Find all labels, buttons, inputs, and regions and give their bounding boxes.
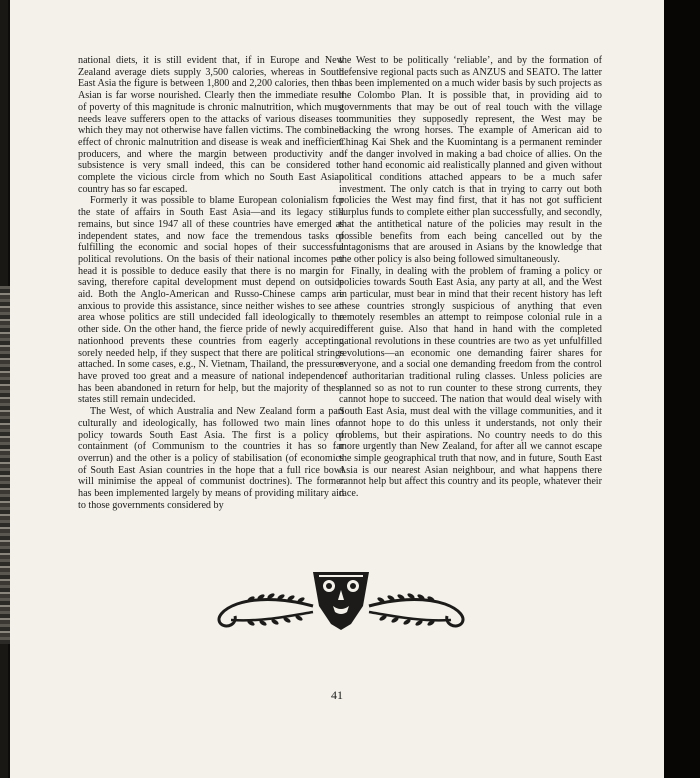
left-column — [78, 55, 344, 511]
paragraph: Finally, in dealing with the problem of framing a policy or policies towards South East Asia, any party at all, and the West in particular, must bear in mind that their recent history has left these countries strongly suspicious of anything that even remotely resembles an attempt to reimpose colonial rule in a different guise. Also that hand in hand with the completed national revolutions in these countries are two as yet unfulfilled revolutions—an economic one demanding fairer shares for everyone, and a social one demanding freedom from the control of authoritarian traditional ruling classes. Unless policies are planned so as not to run counter to these strong currents, they cannot hope to succeed. The nation that would deal wisely with South East Asia, must deal with the village communities, and it cannot hope to do this unless it understands, not only their problems, but their aspirations. No country needs to do this more urgently than New Zealand, for after all we cannot escape the simple geographical truth that now, and in future, South East Asia is our nearest Asian neighbour, and what happens there cannot help but affect this country and its people, whatever their race. — [339, 265, 602, 500]
paragraph: Formerly it was possible to blame European colonialism for the state of affairs in South East Asia—and its legacy still remains, but since 1947 all of these countries have emerged as independent states, and now face the tremendous tasks of fulfilling the economic and social hopes of their successful political revolutions. On the basis of their national incomes per head it is possible to deduce easily that there is no margin for saving, therefore capital development must depend on outside aid. Both the Anglo-American and Russo-Chinese camps are anxious to provide this assistance, since neither wishes to see an area whose politics are still undecided fall ideologically to the other side. On the other hand, the fierce pride of newly acquired nationhood prevents these countries from eagerly accepting sorely needed help, if they suspect that there are political strings attached. In some cases, e.g., N. Vietnam, Thailand, the pressures have proved too great and a measure of national independence has been abandoned in return for help, but the majority of these states still remain undecided. — [78, 195, 344, 406]
paragraph: the West to be politically ‘reliable’, and by the formation of defensive regional pacts such as ANZUS and SEATO. The latter has been implemented on a much wider basis by such projects as the Colombo Plan. It is possible that, in providing aid to governments that may be out of real touch with the village communities they supposedly represent, the West may be backing the wrong horses. The example of American aid to Chinag Kai Shek and the Kuomintang is a permanent reminder of the danger involved in making a bad choice of allies. On the other hand economic aid realistically planned and given without political conditions attached appears to be a much safer investment. The only catch is that in trying to carry out both policies the West may find first, that it has not got sufficient surplus funds to complete either plan successfully, and secondly, that the antithetical nature of the policies may result in the possible benefits from each being cancelled out by the antagonisms that are aroused in Asians by the knowledge that the other policy is also being followed simultaneously. — [339, 55, 602, 265]
paragraph: national diets, it is still evident that, if in Europe and New Zealand average diets supply 3,500 calories, whereas in South East Asia the figure is between 1,800 and 2,200 calories, then the Asian is far worse nourished. Clearly then the immediate result of poverty of this magnitude is chronic malnutrition, which must needs leave sufferers open to the attacks of various diseases to which they may not otherwise have fallen victims. The combined effect of chronic malnutrition and disease is weak and inefficient producers, and where the margin between productivity and subsistence is very small indeed, this can be considered to complete the vicious circle from which no South East Asian country has so far escaped. — [78, 55, 344, 195]
scan-border-right — [664, 0, 700, 778]
adjacent-page-photo-edge — [0, 286, 10, 644]
right-column — [339, 55, 602, 500]
paragraph: The West, of which Australia and New Zealand form a part culturally and ideologically, has followed two main lines of policy towards South East Asia. The first is a policy of containment (of Communism to the countries it has so far overrun) and the other is a policy of stabilisation (of economics of South East Asian countries in the hope that a full rice bowl will minimise the appeal of communist doctrines). The former has been implemented largely by means of providing military aid to those governments considered by — [78, 406, 344, 511]
page-number: 41 — [331, 688, 343, 702]
maori-tiki-scroll-ornament-icon — [201, 566, 481, 636]
document-page — [10, 0, 664, 778]
